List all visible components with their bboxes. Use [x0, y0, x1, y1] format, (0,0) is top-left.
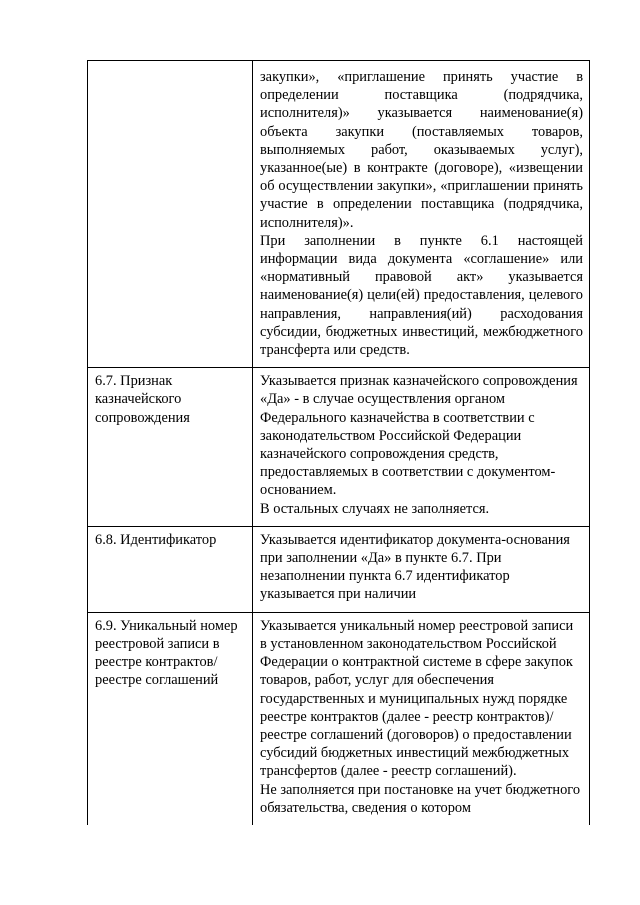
description-paragraph: Указывается уникальный номер реестровой записи в установленном законодательством Российской Федерации о контрактной системе в сфере закупок товаров, работ, услуг для обеспечения государственных и муниципальных нужд порядке реестре контрактов (далее - реестр контрактов)/реестре соглашений (договоров) о предоставлении субсидий бюджетных инвестиций межбюджетных трансфертов (далее - реестр соглашений).: [260, 617, 574, 780]
row-description: [253, 526, 590, 612]
description-paragraph: Не заполняется при постановке на учет бюджетного обязательства, сведения о котором: [260, 781, 581, 816]
description-paragraph: При заполнении в пункте 6.1 настоящей информации вида документа «соглашение» или «нормативный правовой акт» указывается наименование(я) цели(ей) предоставления, целевого направления, направления(ий) расходования субсидии, бюджетных инвестиций, межбюджетного трансферта или средств.: [260, 232, 583, 359]
table-row: [88, 368, 590, 527]
table-row: [88, 526, 590, 612]
row-description: [253, 612, 590, 825]
description-paragraph: Указывается идентификатор документа-основания при заполнении «Да» в пункте 6.7. При незаполнении пункта 6.7 идентификатор указывается при наличии: [260, 531, 570, 603]
table-row: [88, 61, 590, 368]
row-label: 6.9. Уникальный номер реестровой записи в реестре контрактов/реестре соглашений: [88, 612, 253, 825]
row-label: 6.7. Признак казначейского сопровождения: [88, 368, 253, 527]
row-label: 6.8. Идентификатор: [88, 526, 253, 612]
row-description: [253, 61, 590, 368]
description-paragraph: закупки», «приглашение принять участие в определении поставщика (подрядчика, исполнителя)» указывается наименование(я) объекта закупки (поставляемых товаров, выполняемых работ, оказываемых услуг), указанное(ые) в контракте (договоре), «извещении об осуществлении закупки», «приглашении принять участие в определении поставщика (подрядчика, исполнителя)».: [260, 69, 583, 231]
row-label: [88, 61, 253, 368]
description-paragraph: В остальных случаях не заполняется.: [260, 500, 490, 517]
table-row: [88, 612, 590, 825]
document-table: [87, 60, 590, 825]
description-paragraph: Указывается признак казначейского сопровождения «Да» - в случае осуществления органом Федерального казначейства в соответствии с законодательством Российской Федерации казначейского сопровождения средств, предоставляемых в соответствии с документом-основанием.: [260, 373, 578, 499]
row-description: [253, 368, 590, 527]
